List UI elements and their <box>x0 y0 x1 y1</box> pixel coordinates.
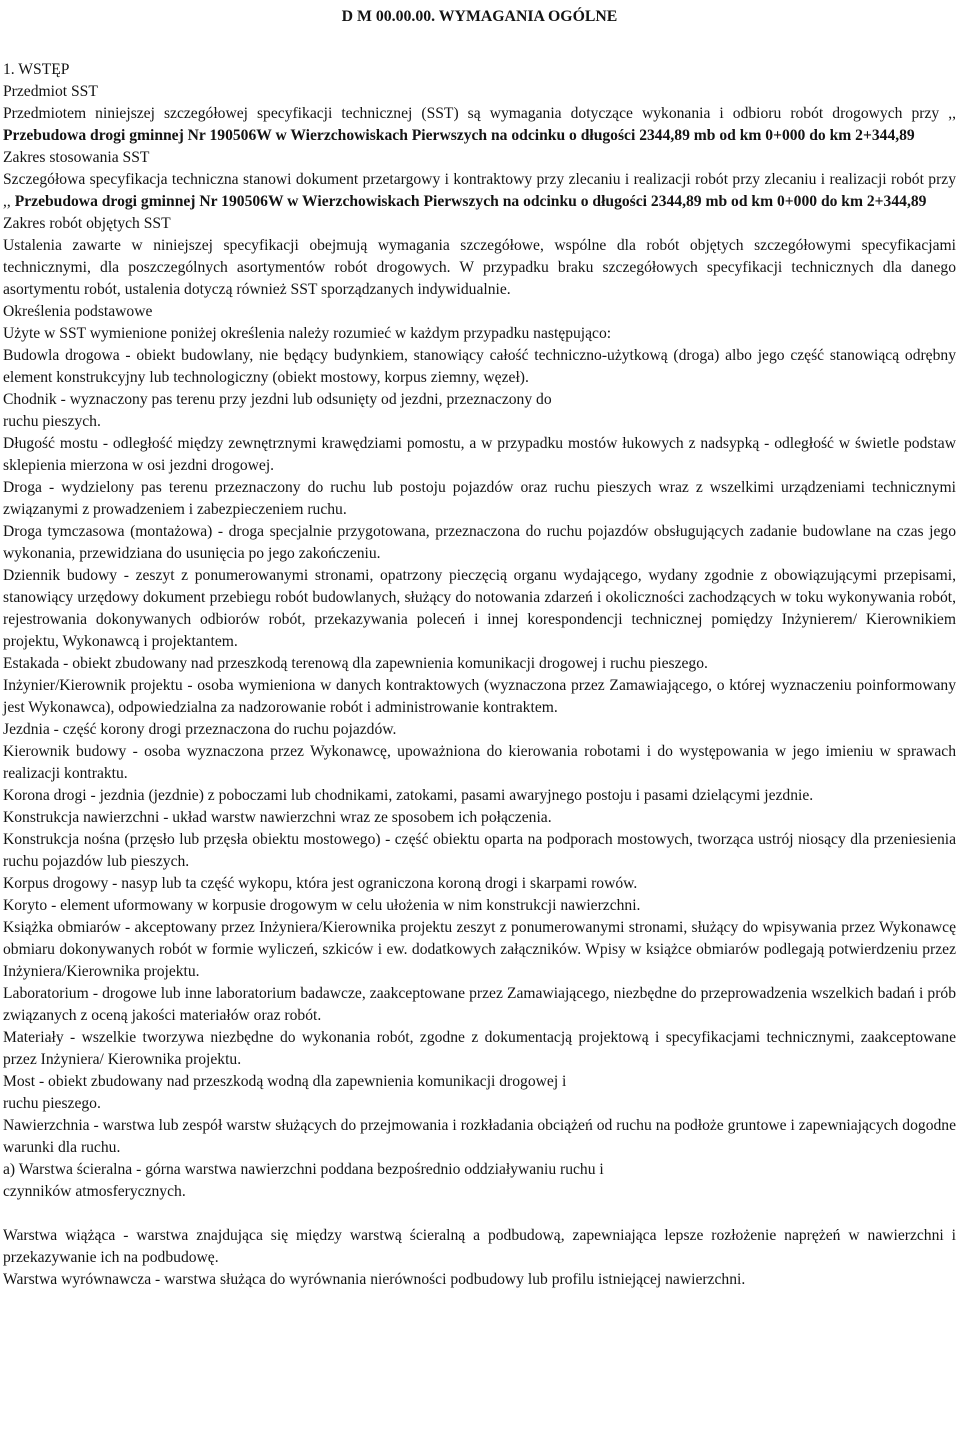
heading-przedmiot: Przedmiot SST <box>3 83 98 100</box>
definition-warstwa-wyrownawcza: Warstwa wyrównawcza - warstwa służąca do wyrównania nierówności podbudowy lub profilu istniejącej nawierzchni. <box>3 1271 746 1288</box>
definition-korona-drogi: Korona drogi - jezdnia (jezdnie) z poboczami lub chodnikami, zatokami, pasami awaryjnego postoju i pasami dzielącymi jezdnie. <box>3 787 814 804</box>
definition-laboratorium: Laboratorium - drogowe lub inne laboratorium badawcze, zaakceptowane przez Zamawiającego, niezbędne do przeprowadzenia wszelkich badań i prób związanych z oceną jakości materiałów oraz robót. <box>3 985 956 1024</box>
definition-ksiazka-obmiarow: Książka obmiarów - akceptowany przez Inżyniera/Kierownika projektu zeszyt z ponumerowanymi stronami, służący do wpisywania przez Wykonawcę obmiaru dokonywanych robót w formie wyliczeń, szkiców i ew. dodatkowych załączników. Wpisy w książce obmiarów podlegają potwierdzeniu przez Inżyniera/Kierownika projektu. <box>3 919 956 980</box>
definition-estakada: Estakada - obiekt zbudowany nad przeszkodą terenową dla zapewnienia komunikacji drogowej i ruchu pieszego. <box>3 655 708 672</box>
definition-inzynier: Inżynier/Kierownik projektu - osoba wymieniona w danych kontraktowych (wyznaczona przez Zamawiającego, o której wyznaczeniu poinformowany jest Wykonawca), odpowiedzialna za nadzorowanie robót i administrowanie kontraktem. <box>3 677 956 716</box>
definition-chodnik-cont: ruchu pieszych. <box>3 413 101 430</box>
heading-zakres: Zakres stosowania SST <box>3 149 150 166</box>
definition-warstwa-scieralna: a) Warstwa ścieralna - górna warstwa nawierzchni poddana bezpośrednio oddziaływaniu ruchu i <box>3 1161 604 1178</box>
paragraph-zakres <box>3 169 956 213</box>
paragraph-text: Przedmiotem niniejszej szczegółowej specyfikacji technicznej (SST) są wymagania dotyczące wykonania i odbioru robót drogowych przy ,, <box>3 105 956 122</box>
paragraph-text: Szczegółowa specyfikacja techniczna stanowi dokument przetargowy i kontraktowy przy zlecaniu i realizacji robót przy zlecaniu i realizacji robót przy ,, <box>3 171 956 210</box>
definition-konstrukcja-nawierzchni: Konstrukcja nawierzchni - układ warstw nawierzchni wraz ze sposobem ich połączenia. <box>3 809 552 826</box>
project-name: Przebudowa drogi gminnej Nr 190506W w Wierzchowiskach Pierwszych na odcinku o długości 2344,89 mb od km 0+000 do km 2+344,89 <box>14 193 927 210</box>
definition-koryto: Koryto - element uformowany w korpusie drogowym w celu ułożenia w nim konstrukcji nawierzchni. <box>3 897 641 914</box>
definition-jezdnia: Jezdnia - część korony drogi przeznaczona do ruchu pojazdów. <box>3 721 397 738</box>
paragraph-zakres-robot: Ustalenia zawarte w niniejszej specyfikacji obejmują wymagania szczegółowe, wspólne dla robót objętych szczegółowymi specyfikacjami technicznymi, dla poszczególnych asortymentów robót drogowych. W przypadku braku szczegółowych specyfikacji technicznych dla danego asortymentu robót, ustalenia dotyczą również SST sporządzanych indywidualnie. <box>3 237 956 298</box>
document-title: D M 00.00.00. WYMAGANIA OGÓLNE <box>341 8 618 25</box>
definition-konstrukcja-nosna: Konstrukcja nośna (przęsło lub przęsła obiektu mostowego) - część obiektu oparta na podporach mostowych, tworząca ustrój niosący dla przeniesienia ruchu pojazdów lub pieszych. <box>3 831 956 870</box>
definition-dlugosc-mostu: Długość mostu - odległość między zewnętrznymi krawędziami pomostu, a w przypadku mostów łukowych z nadsypką - odległość w świetle podstaw sklepienia mierzona w osi jezdni drogowej. <box>3 435 956 474</box>
definition-budowla: Budowla drogowa - obiekt budowlany, nie będący budynkiem, stanowiący całość techniczno-użytkową (droga) albo jego część stanowiącą odrębny element konstrukcyjny lub technologiczny (obiekt mostowy, korpus ziemny, węzeł). <box>3 347 956 386</box>
definition-most-cont: ruchu pieszego. <box>3 1095 101 1112</box>
spacer <box>3 1203 956 1225</box>
heading-zakres-robot: Zakres robót objętych SST <box>3 215 171 232</box>
definition-kierownik-budowy: Kierownik budowy - osoba wyznaczona przez Wykonawcę, upoważniona do kierowania robotami i do występowania w jego imieniu w sprawach realizacji kontraktu. <box>3 743 956 782</box>
definition-warstwa-wiazaca: Warstwa wiążąca - warstwa znajdująca się między warstwą ścieralną a podbudową, zapewniająca lepsze rozłożenie naprężeń w nawierzchni i przekazywanie ich na podbudowę. <box>3 1227 956 1266</box>
definition-chodnik: Chodnik - wyznaczony pas terenu przy jezdni lub odsunięty od jezdni, przeznaczony do <box>3 391 552 408</box>
definition-warstwa-scieralna-cont: czynników atmosferycznych. <box>3 1183 186 1200</box>
paragraph-okreslenia-intro: Użyte w SST wymienione poniżej określenia należy rozumieć w każdym przypadku następująco: <box>3 325 612 342</box>
project-name: Przebudowa drogi gminnej Nr 190506W w Wierzchowiskach Pierwszych na odcinku o długości 2344,89 mb od km 0+000 do km 2+344,89 <box>3 127 915 144</box>
definition-droga: Droga - wydzielony pas terenu przeznaczony do ruchu lub postoju pojazdów oraz ruchu pieszych wraz z wszelkimi urządzeniami technicznymi związanymi z prowadzeniem i zabezpieczeniem ruchu. <box>3 479 956 518</box>
paragraph-przedmiot <box>3 103 956 147</box>
definition-dziennik-budowy: Dziennik budowy - zeszyt z ponumerowanymi stronami, opatrzony pieczęcią organu wydającego, wydany zgodnie z obowiązującymi przepisami, stanowiący urzędowy dokument przebiegu robót budowlanych, służący do notowania zdarzeń i okoliczności zachodzących w toku wykonywania robót, rejestrowania dokonywanych odbiorów robót, przekazywania poleceń i innej korespondencji technicznej pomiędzy Inżynierem/ Kierownikiem projektu, Wykonawcą i projektantem. <box>3 567 956 650</box>
spacer <box>3 37 956 59</box>
definition-nawierzchnia: Nawierzchnia - warstwa lub zespół warstw służących do przejmowania i rozkładania obciążeń od ruchu na podłoże gruntowe i zapewniających dogodne warunki dla ruchu. <box>3 1117 956 1156</box>
definition-korpus-drogowy: Korpus drogowy - nasyp lub ta część wykopu, która jest ograniczona koroną drogi i skarpami rowów. <box>3 875 638 892</box>
definition-droga-tymczasowa: Droga tymczasowa (montażowa) - droga specjalnie przygotowana, przeznaczona do ruchu pojazdów obsługujących zadanie budowlane na czas jego wykonania, przewidziana do usunięcia po jego zakończeniu. <box>3 523 956 562</box>
definition-most: Most - obiekt zbudowany nad przeszkodą wodną dla zapewnienia komunikacji drogowej i <box>3 1073 567 1090</box>
definition-materialy: Materiały - wszelkie tworzywa niezbędne do wykonania robót, zgodne z dokumentacją projektową i specyfikacjami technicznymi, zaakceptowane przez Inżyniera/ Kierownika projektu. <box>3 1029 956 1068</box>
section-heading-wstep: 1. WSTĘP <box>3 61 70 78</box>
heading-okreslenia: Określenia podstawowe <box>3 303 153 320</box>
